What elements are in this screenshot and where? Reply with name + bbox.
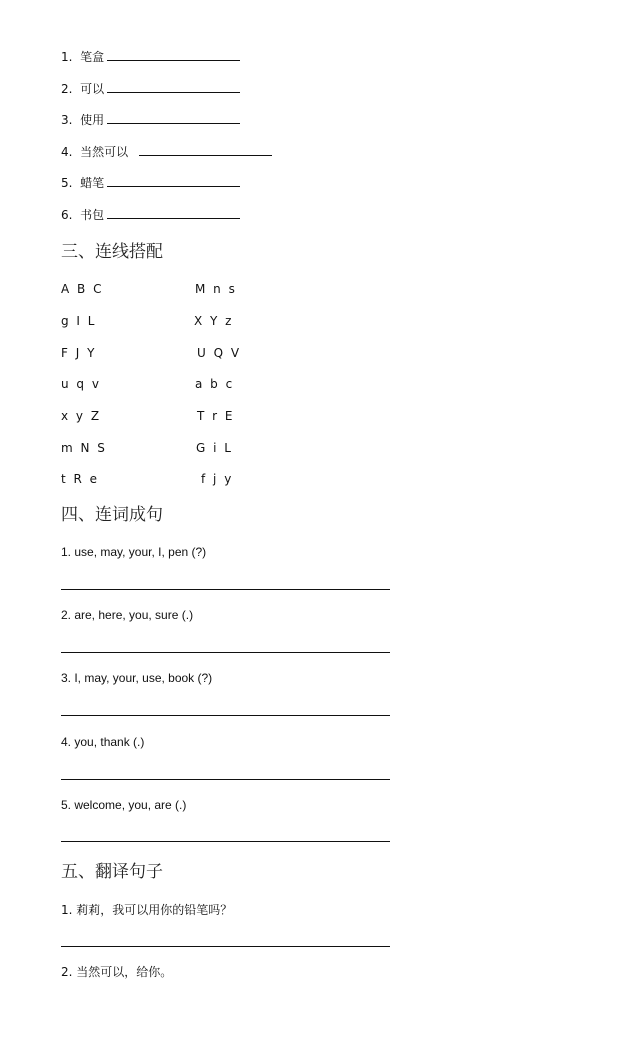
item-text: 当然可以 [80, 145, 129, 159]
match-right-4: a b c [195, 377, 235, 391]
answer-line[interactable] [61, 779, 390, 780]
reorder-item-1: 1. use, may, your, I, pen (?) [61, 545, 207, 559]
item-text: 使用 [80, 113, 105, 127]
item-number: 6. [61, 208, 73, 222]
reorder-item-5: 5. welcome, you, are (.) [61, 798, 187, 812]
answer-line[interactable] [61, 589, 390, 590]
item-text: 笔盒 [80, 50, 105, 64]
section-5-title: 五、翻译句子 [61, 862, 163, 882]
section-3-title: 三、连线搭配 [61, 242, 163, 262]
translate-item-2: 2. 当然可以，给你。 [61, 965, 173, 979]
match-right-1: M n s [195, 282, 237, 296]
answer-line[interactable] [61, 715, 390, 716]
item-text: 可以 [80, 82, 105, 96]
vocab-item-4 [61, 145, 272, 159]
answer-blank[interactable] [107, 185, 240, 187]
translate-item-1: 1. 莉莉，我可以用你的铅笔吗？ [61, 903, 233, 917]
answer-line[interactable] [61, 652, 390, 653]
item-number: 2. [61, 82, 73, 96]
match-left-5: x y Z [61, 409, 102, 423]
item-text: 书包 [80, 208, 105, 222]
vocab-item-6 [61, 208, 240, 222]
vocab-item-5 [61, 176, 240, 190]
item-text: 蜡笔 [80, 176, 105, 190]
vocab-item-3 [61, 113, 240, 127]
answer-blank[interactable] [107, 91, 240, 93]
match-left-2: g I L [61, 314, 97, 328]
vocab-item-1 [61, 50, 240, 64]
section-4-title: 四、连词成句 [61, 505, 163, 525]
match-left-7: t R e [61, 472, 100, 486]
item-number: 1. [61, 50, 73, 64]
match-right-5: T r E [197, 409, 235, 423]
match-right-7: f j y [201, 472, 234, 486]
answer-line[interactable] [61, 841, 390, 842]
answer-line[interactable] [61, 946, 390, 947]
match-right-3: U Q V [197, 346, 242, 360]
vocab-item-2 [61, 82, 240, 96]
answer-blank[interactable] [107, 122, 240, 124]
match-left-3: F J Y [61, 346, 97, 360]
match-left-4: u q v [61, 377, 101, 391]
answer-blank[interactable] [139, 154, 272, 156]
item-number: 5. [61, 176, 73, 190]
item-number: 3. [61, 113, 73, 127]
answer-blank[interactable] [107, 217, 240, 219]
match-right-6: G i L [196, 441, 233, 455]
reorder-item-4: 4. you, thank (.) [61, 735, 145, 749]
match-left-6: m N S [61, 441, 107, 455]
match-left-1: A B C [61, 282, 104, 296]
reorder-item-3: 3. I, may, your, use, book (?) [61, 671, 213, 685]
match-right-2: X Y z [194, 314, 234, 328]
answer-blank[interactable] [107, 59, 240, 61]
item-number: 4. [61, 145, 73, 159]
reorder-item-2: 2. are, here, you, sure (.) [61, 608, 194, 622]
